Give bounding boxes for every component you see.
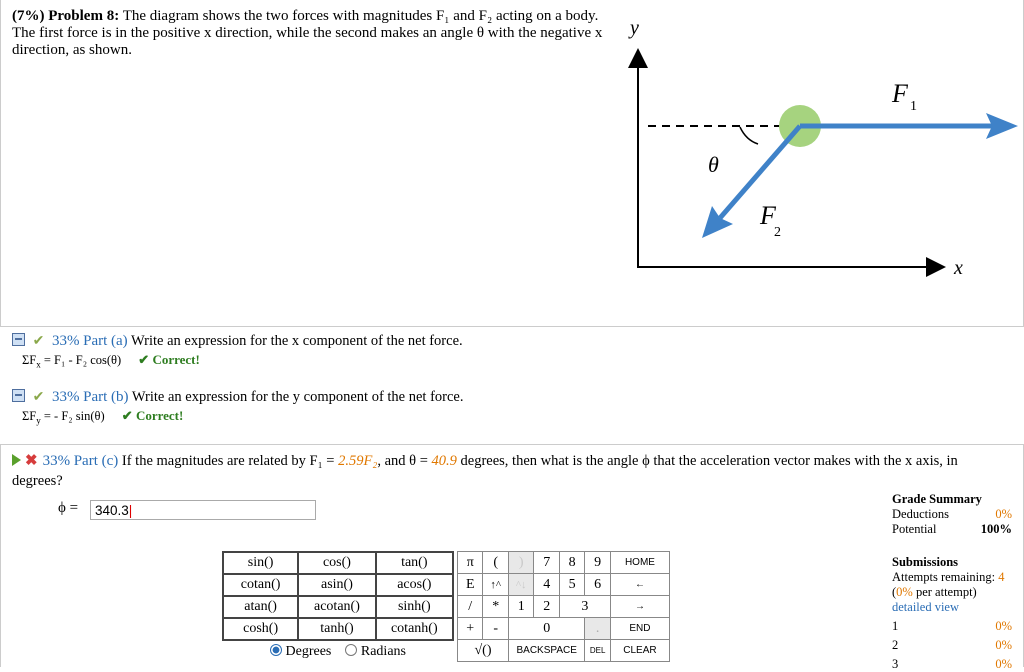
- key-tan[interactable]: tan(): [376, 552, 453, 574]
- key-down-power[interactable]: ^↓: [508, 574, 533, 596]
- grade-summary-title: Grade Summary: [892, 492, 982, 506]
- key-right-arrow[interactable]: →: [610, 596, 669, 618]
- key-cosh[interactable]: cosh(): [223, 618, 298, 640]
- answer-label: ϕ =: [58, 500, 79, 516]
- key-minus[interactable]: -: [483, 618, 508, 640]
- f1-subscript: 1: [910, 99, 917, 114]
- part-c-prompt-1: If the magnitudes are related by F₁ =: [121, 453, 335, 469]
- part-b-name: Part (b): [83, 389, 129, 405]
- key-sqrt[interactable]: √(): [458, 640, 509, 662]
- problem-statement: [12, 8, 612, 59]
- part-c-percent: 33%: [42, 453, 71, 469]
- grade-summary: [892, 492, 1012, 672]
- part-b-percent: 33%: [51, 389, 80, 405]
- part-a-answer-lhs: ΣF: [22, 353, 37, 367]
- degrees-radio[interactable]: [270, 644, 282, 656]
- problem-text: The diagram shows the two forces with magnitudes F₁ and F₂ acting on a body. The first force is in the positive x direction, while the second makes an angle θ with the negative x direction, as shown.: [12, 8, 603, 58]
- key-multiply[interactable]: *: [483, 596, 508, 618]
- per-attempt-row: (0% per attempt): [892, 585, 977, 599]
- key-left-arrow[interactable]: ←: [610, 574, 669, 596]
- collapse-icon[interactable]: [12, 389, 25, 402]
- part-a-answer-rhs: = F₁ - F₂ cos(θ): [43, 353, 122, 367]
- detailed-view-link[interactable]: detailed view: [892, 600, 959, 614]
- submission-row-2: [892, 638, 1012, 653]
- part-a-percent: 33%: [51, 333, 80, 349]
- part-a-answer: [22, 352, 200, 370]
- f2-subscript: 2: [774, 225, 781, 240]
- part-a-answer-sub: x: [36, 359, 41, 370]
- deductions-value: 0%: [995, 507, 1012, 521]
- part-b-answer-lhs: ΣF: [22, 409, 37, 423]
- key-acotan[interactable]: acotan(): [298, 596, 375, 618]
- deductions-label: Deductions: [892, 507, 949, 521]
- f2-label: F: [760, 201, 776, 230]
- part-c-name: Part (c): [73, 453, 119, 469]
- key-pi[interactable]: π: [458, 552, 483, 574]
- key-9[interactable]: 9: [585, 552, 610, 574]
- key-sinh[interactable]: sinh(): [376, 596, 453, 618]
- part-b-answer-sub: y: [36, 415, 41, 426]
- part-a-header: [12, 333, 463, 350]
- part-c-header: [12, 451, 1012, 491]
- f1-label: F: [892, 79, 908, 108]
- checkmark-icon: ✔: [32, 390, 45, 405]
- deductions-row: [892, 507, 1012, 522]
- key-atan[interactable]: atan(): [223, 596, 298, 618]
- key-sin[interactable]: sin(): [223, 552, 298, 574]
- key-backspace[interactable]: BACKSPACE: [508, 640, 584, 662]
- key-8[interactable]: 8: [559, 552, 584, 574]
- theta-label: θ: [708, 152, 719, 177]
- y-axis-label: y: [630, 17, 639, 39]
- key-7[interactable]: 7: [534, 552, 559, 574]
- key-clear[interactable]: CLEAR: [610, 640, 669, 662]
- attempts-row: [892, 570, 1012, 585]
- text-caret: |: [128, 503, 133, 518]
- attempts-value: 4: [998, 570, 1005, 584]
- part-b-header: [12, 389, 463, 406]
- key-asin[interactable]: asin(): [298, 574, 375, 596]
- collapse-icon[interactable]: [12, 333, 25, 346]
- problem-label: (7%) Problem 8:: [12, 8, 120, 24]
- submissions-title: Submissions: [892, 555, 959, 569]
- key-1[interactable]: 1: [508, 596, 533, 618]
- angle-arc: [740, 127, 758, 144]
- key-dot[interactable]: .: [585, 618, 610, 640]
- answer-input[interactable]: [90, 500, 316, 520]
- key-0[interactable]: 0: [508, 618, 584, 640]
- key-divide[interactable]: /: [458, 596, 483, 618]
- checkmark-icon: ✔: [32, 334, 45, 349]
- submission-number: 3: [892, 657, 899, 671]
- key-2[interactable]: 2: [534, 596, 559, 618]
- key-open-paren[interactable]: (: [483, 552, 508, 574]
- force-diagram: [620, 6, 1020, 286]
- radians-radio[interactable]: [345, 644, 357, 656]
- part-a-status: ✔ Correct!: [138, 352, 200, 367]
- key-plus[interactable]: +: [458, 618, 483, 640]
- key-cotan[interactable]: cotan(): [223, 574, 298, 596]
- submission-number: 2: [892, 638, 899, 652]
- potential-label: Potential: [892, 522, 937, 536]
- part-c-prompt-3: degrees, then what is the angle ϕ that the acceleration vector makes with the x axis, in degrees?: [12, 453, 958, 489]
- key-4[interactable]: 4: [534, 574, 559, 596]
- per-attempt-label: per attempt): [915, 585, 977, 599]
- radians-label: Radians: [360, 643, 406, 659]
- part-b-status: ✔ Correct!: [121, 408, 184, 423]
- attempts-label: Attempts remaining:: [892, 570, 996, 584]
- x-axis-label: x: [954, 257, 963, 279]
- given-ratio: 2.59F₂: [338, 453, 378, 469]
- part-c-prompt-2: , and θ =: [377, 453, 428, 469]
- function-keypad: [222, 551, 454, 662]
- key-6[interactable]: 6: [585, 574, 610, 596]
- key-3[interactable]: 3: [559, 596, 610, 618]
- incorrect-x-icon: ✖: [25, 453, 38, 469]
- expand-arrow-icon[interactable]: [12, 454, 21, 466]
- part-a-prompt: Write an expression for the x component of the net force.: [131, 333, 463, 349]
- numeric-keypad: [457, 551, 670, 662]
- potential-row: [892, 522, 1012, 537]
- submission-row-1: [892, 619, 1012, 634]
- key-cotanh[interactable]: cotanh(): [376, 618, 453, 640]
- part-b-answer: [22, 408, 183, 426]
- key-close-paren[interactable]: ): [508, 552, 533, 574]
- key-home[interactable]: HOME: [610, 552, 669, 574]
- key-up-power[interactable]: ↑^: [483, 574, 508, 596]
- key-end[interactable]: END: [610, 618, 669, 640]
- key-5[interactable]: 5: [559, 574, 584, 596]
- key-del[interactable]: DEL: [585, 640, 610, 662]
- part-b-answer-rhs: = - F₂ sin(θ): [43, 409, 105, 423]
- key-cos[interactable]: cos(): [298, 552, 375, 574]
- answer-value: 340.3: [95, 503, 129, 518]
- part-a-name: Part (a): [83, 333, 128, 349]
- submission-score: 0%: [995, 619, 1012, 633]
- part-b-prompt: Write an expression for the y component of the net force.: [131, 389, 464, 405]
- submission-number: 1: [892, 619, 899, 633]
- per-attempt-value: 0%: [896, 585, 913, 599]
- key-acos[interactable]: acos(): [376, 574, 453, 596]
- submission-score: 0%: [995, 657, 1012, 671]
- key-e[interactable]: E: [458, 574, 483, 596]
- given-angle: 40.9: [431, 453, 457, 469]
- potential-value: 100%: [980, 522, 1012, 536]
- angle-mode: [223, 640, 453, 662]
- submission-row-3: [892, 657, 1012, 672]
- submission-score: 0%: [995, 638, 1012, 652]
- key-tanh[interactable]: tanh(): [298, 618, 375, 640]
- degrees-label: Degrees: [285, 643, 332, 659]
